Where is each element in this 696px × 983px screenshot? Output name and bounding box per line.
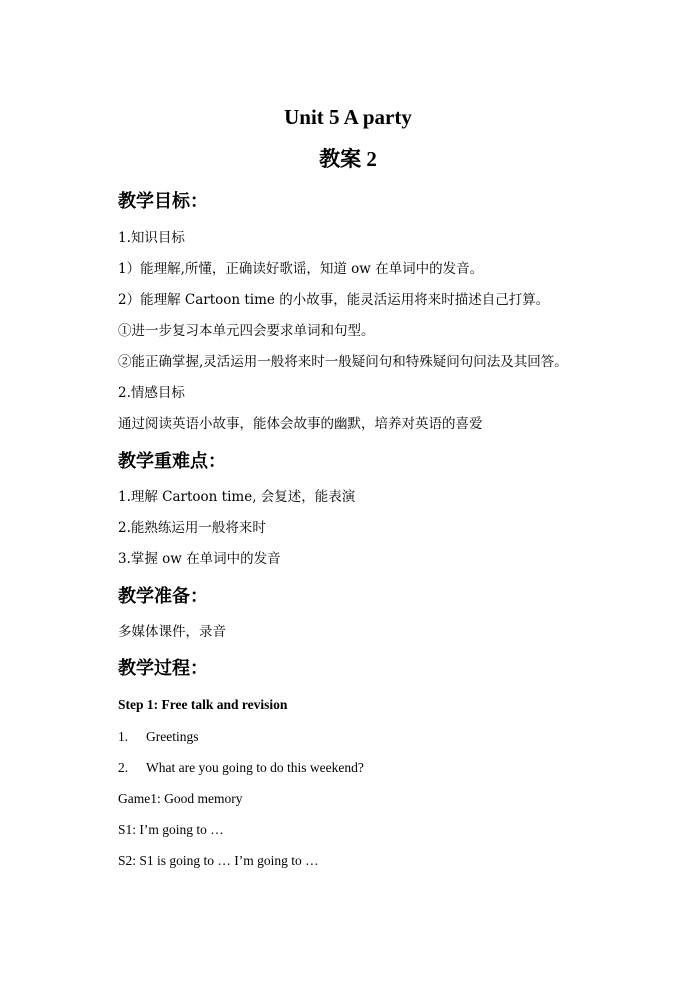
step-title: Step 1: Free talk and revision bbox=[118, 697, 288, 712]
process-line: S1: I’m going to … bbox=[118, 822, 224, 837]
objectives-line: ①进一步复习本单元四会要求单词和句型。 bbox=[118, 323, 375, 339]
document-subtitle: 教案 2 bbox=[319, 147, 377, 171]
process-line: Game1: Good memory bbox=[118, 791, 243, 806]
key-points-line: 1.理解 Cartoon time, 会复述，能表演 bbox=[118, 489, 356, 505]
objectives-line: 通过阅读英语小故事，能体会故事的幽默，培养对英语的喜爱 bbox=[118, 416, 483, 432]
process-line: S2: S1 is going to … I’m going to … bbox=[118, 853, 319, 868]
list-item bbox=[118, 728, 198, 746]
key-points-heading: 教学重难点： bbox=[118, 451, 226, 472]
objectives-line: ②能正确掌握,灵活运用一般将来时一般疑问句和特殊疑问句问法及其回答。 bbox=[118, 354, 568, 370]
objectives-line: 1.知识目标 bbox=[118, 230, 185, 246]
key-points-line: 2.能熟练运用一般将来时 bbox=[118, 520, 266, 536]
list-item-text: What are you going to do this weekend? bbox=[146, 760, 364, 775]
list-item-number: 2. bbox=[118, 760, 129, 775]
preparation-heading: 教学准备： bbox=[118, 586, 208, 607]
document-title: Unit 5 A party bbox=[284, 105, 412, 129]
preparation-line: 多媒体课件，录音 bbox=[118, 624, 226, 640]
objectives-line: 2）能理解 Cartoon time 的小故事，能灵活运用将来时描述自己打算。 bbox=[118, 292, 550, 308]
key-points-line: 3.掌握 ow 在单词中的发音 bbox=[118, 551, 281, 567]
objectives-line: 1）能理解,所懂，正确读好歌谣，知道 ow 在单词中的发音。 bbox=[118, 261, 484, 277]
objectives-heading: 教学目标： bbox=[118, 191, 208, 212]
process-heading: 教学过程： bbox=[118, 658, 208, 679]
list-item-text: Greetings bbox=[146, 729, 199, 744]
list-item-number: 1. bbox=[118, 729, 129, 744]
list-item bbox=[118, 759, 364, 777]
objectives-line: 2.情感目标 bbox=[118, 385, 185, 401]
